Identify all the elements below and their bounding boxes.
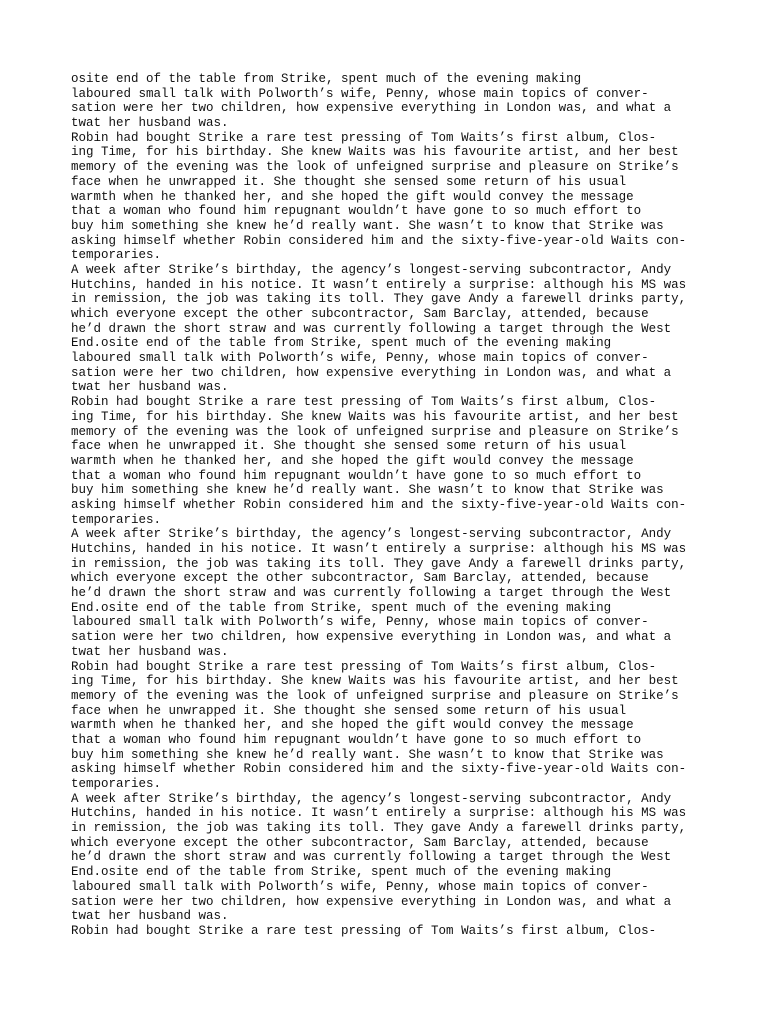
text-line: in remission, the job was taking its toll. They gave Andy a farewell drinks party, (71, 292, 687, 307)
text-line: face when he unwrapped it. She thought she sensed some return of his usual (71, 439, 627, 454)
text-line: sation were her two children, how expensive everything in London was, and what a (71, 630, 672, 645)
text-line: that a woman who found him repugnant wouldn’t have gone to so much effort to (71, 468, 642, 483)
text-line: laboured small talk with Polworth’s wife, Penny, whose main topics of conver- (71, 351, 649, 366)
text-line: twat her husband was. (71, 909, 229, 924)
text-line: Robin had bought Strike a rare test pressing of Tom Waits’s first album, Clos- (71, 659, 657, 674)
text-line: Hutchins, handed in his notice. It wasn’t entirely a surprise: although his MS was (71, 542, 687, 556)
text-line: buy him something she knew he’d really want. She wasn’t to know that Strike was (71, 218, 664, 233)
text-line: memory of the evening was the look of unfeigned surprise and pleasure on Strike’s (71, 424, 679, 439)
text-line: ing Time, for his birthday. She knew Waits was his favourite artist, and her best (71, 409, 679, 424)
text-line: in remission, the job was taking its toll. They gave Andy a farewell drinks party, (71, 556, 687, 571)
text-line: End.osite end of the table from Strike, spent much of the evening making (71, 600, 612, 615)
text-line: A week after Strike’s birthday, the agency’s longest-serving subcontractor, Andy (71, 262, 672, 277)
text-line: sation were her two children, how expensive everything in London was, and what a (71, 365, 672, 380)
text-line: A week after Strike’s birthday, the agency’s longest-serving subcontractor, Andy (71, 791, 672, 806)
text-line: face when he unwrapped it. She thought she sensed some return of his usual (71, 174, 627, 189)
text-line: osite end of the table from Strike, spent much of the evening making (71, 72, 582, 86)
text-line: memory of the evening was the look of unfeigned surprise and pleasure on Strike’s (71, 160, 679, 175)
text-line: End.osite end of the table from Strike, spent much of the evening making (71, 336, 612, 351)
text-block (71, 72, 711, 939)
text-line: which everyone except the other subcontractor, Sam Barclay, attended, because (71, 307, 649, 321)
text-line: memory of the evening was the look of unfeigned surprise and pleasure on Strike’s (71, 688, 679, 703)
text-line: which everyone except the other subcontractor, Sam Barclay, attended, because (71, 835, 649, 850)
text-line: Robin had bought Strike a rare test pressing of Tom Waits’s first album, Clos- (71, 395, 657, 410)
text-line: warmth when he thanked her, and she hoped the gift would convey the message (71, 189, 634, 204)
text-line: he’d drawn the short straw and was currently following a target through the West (71, 321, 672, 336)
text-line: face when he unwrapped it. She thought she sensed some return of his usual (71, 703, 627, 718)
text-line: asking himself whether Robin considered him and the sixty-five-year-old Waits con- (71, 233, 687, 248)
text-line: A week after Strike’s birthday, the agency’s longest-serving subcontractor, Andy (71, 527, 672, 542)
text-line: ing Time, for his birthday. She knew Waits was his favourite artist, and her best (71, 145, 679, 160)
text-line: ing Time, for his birthday. She knew Waits was his favourite artist, and her best (71, 674, 679, 689)
text-line: in remission, the job was taking its toll. They gave Andy a farewell drinks party, (71, 821, 687, 836)
text-line: temporaries. (71, 512, 162, 527)
text-line: Hutchins, handed in his notice. It wasn’t entirely a surprise: although his MS was (71, 277, 687, 292)
text-line: Robin had bought Strike a rare test pressing of Tom Waits’s first album, Clos- (71, 923, 657, 938)
text-line: asking himself whether Robin considered him and the sixty-five-year-old Waits con- (71, 497, 687, 512)
text-line: that a woman who found him repugnant wouldn’t have gone to so much effort to (71, 204, 642, 219)
text-line: he’d drawn the short straw and was currently following a target through the West (71, 850, 672, 865)
text-line: laboured small talk with Polworth’s wife, Penny, whose main topics of conver- (71, 879, 649, 894)
text-line: twat her husband was. (71, 116, 229, 131)
text-line: which everyone except the other subcontractor, Sam Barclay, attended, because (71, 571, 649, 586)
document-body (71, 72, 711, 939)
text-line: twat her husband was. (71, 380, 229, 395)
text-line: buy him something she knew he’d really want. She wasn’t to know that Strike was (71, 747, 664, 762)
text-line: warmth when he thanked her, and she hoped the gift would convey the message (71, 718, 634, 733)
text-line: sation were her two children, how expensive everything in London was, and what a (71, 894, 672, 909)
text-line: temporaries. (71, 248, 162, 263)
text-line: warmth when he thanked her, and she hoped the gift would convey the message (71, 453, 634, 468)
text-line: he’d drawn the short straw and was currently following a target through the West (71, 586, 672, 601)
text-line: Hutchins, handed in his notice. It wasn’t entirely a surprise: although his MS was (71, 806, 687, 821)
text-line: laboured small talk with Polworth’s wife, Penny, whose main topics of conver- (71, 615, 649, 630)
text-line: laboured small talk with Polworth’s wife, Penny, whose main topics of conver- (71, 86, 649, 101)
text-line: that a woman who found him repugnant wouldn’t have gone to so much effort to (71, 732, 642, 747)
text-line: buy him something she knew he’d really want. She wasn’t to know that Strike was (71, 483, 664, 498)
text-line: End.osite end of the table from Strike, spent much of the evening making (71, 865, 612, 880)
text-line: asking himself whether Robin considered him and the sixty-five-year-old Waits con- (71, 762, 687, 777)
text-line: twat her husband was. (71, 644, 229, 659)
text-line: sation were her two children, how expensive everything in London was, and what a (71, 101, 672, 116)
text-line: temporaries. (71, 777, 162, 791)
text-line: Robin had bought Strike a rare test pressing of Tom Waits’s first album, Clos- (71, 130, 657, 145)
